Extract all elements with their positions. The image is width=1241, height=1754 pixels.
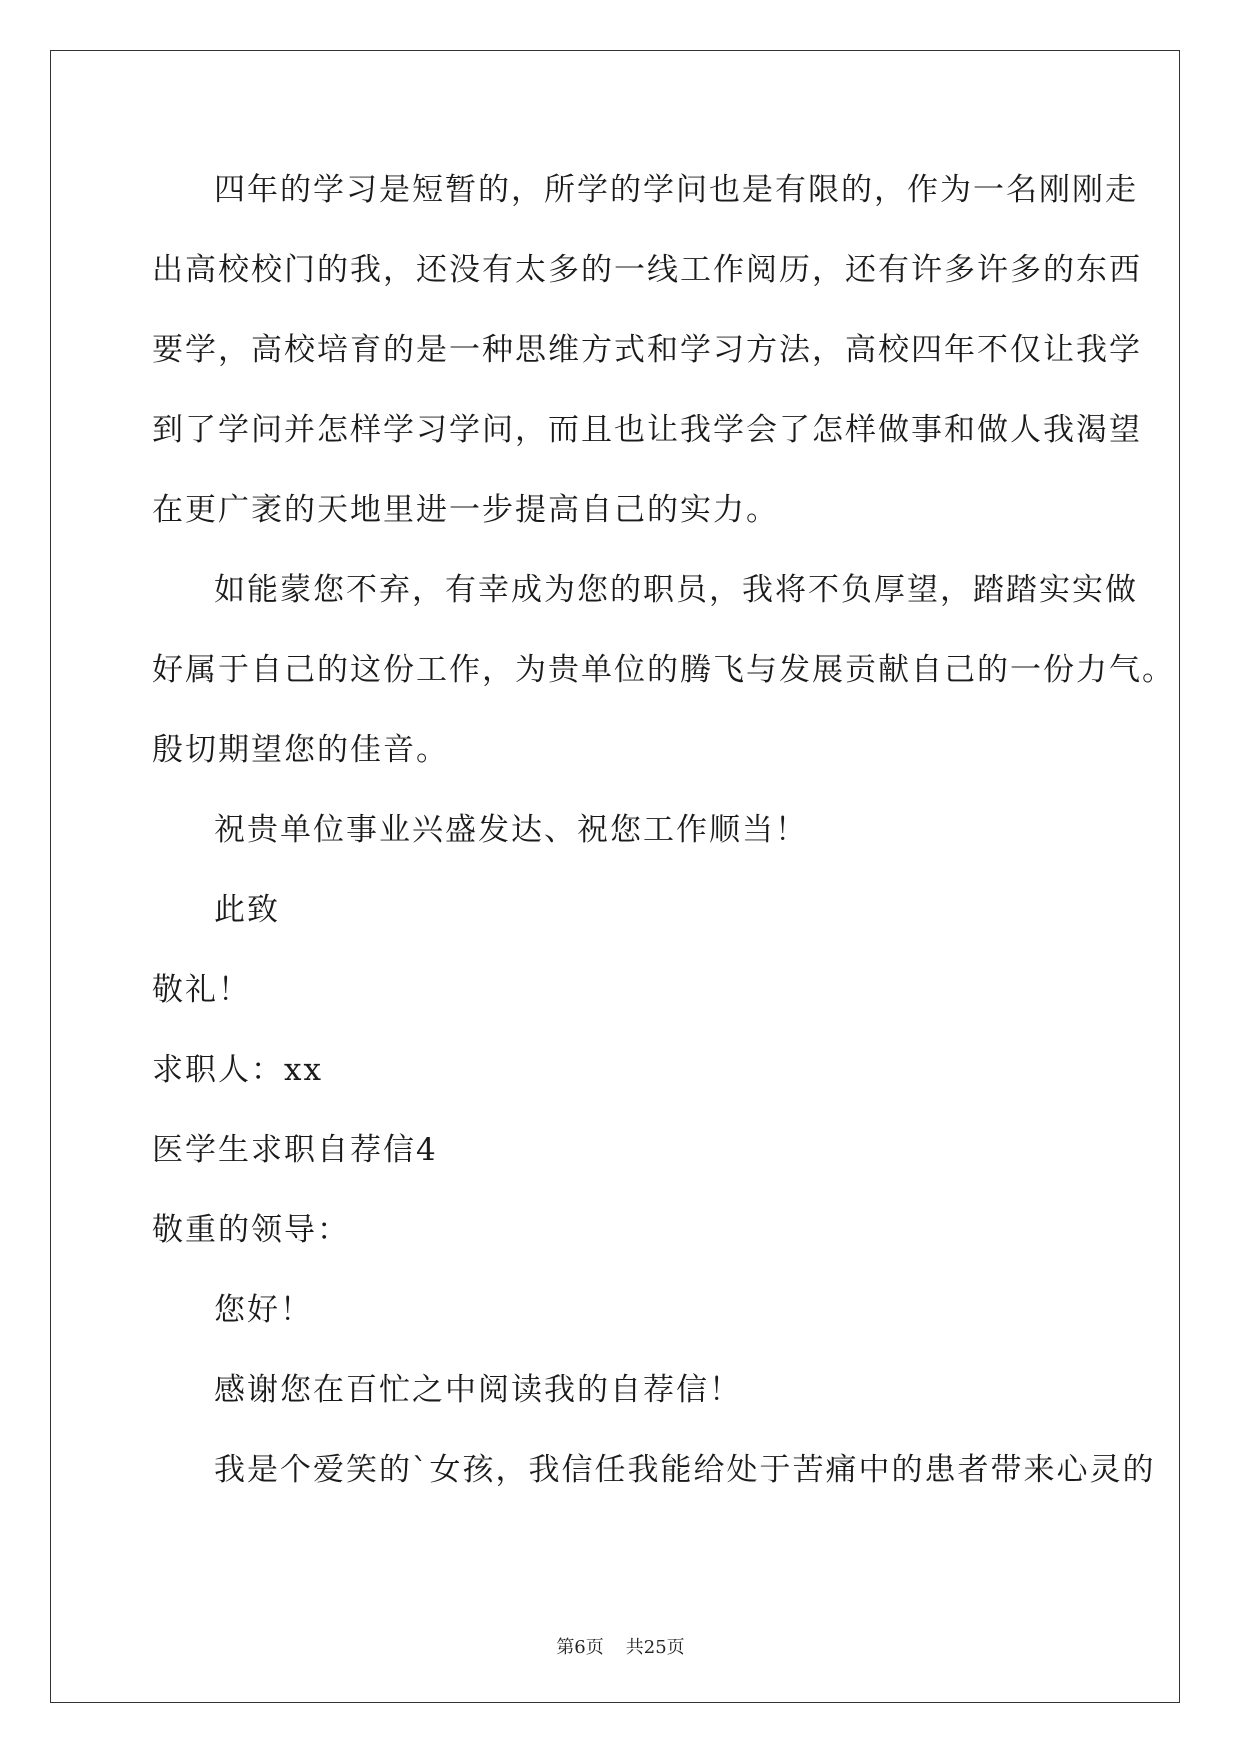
paragraph-line-5: 在更广袤的天地里进一步提高自己的实力。	[152, 492, 779, 528]
page-number: 第6页	[556, 1637, 604, 1658]
paragraph-line-1: 四年的学习是短暂的，所学的学问也是有限的，作为一名刚刚走	[214, 172, 1138, 208]
paragraph-line-6: 如能蒙您不弃，有幸成为您的职员，我将不负厚望，踏踏实实做	[214, 572, 1138, 608]
closing-wish: 祝贵单位事业兴盛发达、祝您工作顺当！	[214, 812, 808, 848]
salutation-cizhi: 此致	[214, 892, 280, 928]
page-footer	[0, 1633, 1241, 1659]
paragraph-line-4: 到了学问并怎样学习学问，而且也让我学会了怎样做事和做人我渴望	[152, 412, 1142, 448]
letter-greeting: 敬重的领导：	[152, 1212, 350, 1248]
paragraph-line-8: 殷切期望您的佳音。	[152, 732, 449, 768]
intro-line: 我是个爱笑的`女孩，我信任我能给处于苦痛中的患者带来心灵的	[214, 1452, 1156, 1488]
thanks-line: 感谢您在百忙之中阅读我的自荐信！	[214, 1372, 742, 1408]
greeting-hello: 您好！	[214, 1292, 313, 1328]
section-heading: 医学生求职自荐信4	[152, 1132, 438, 1168]
paragraph-line-2: 出高校校门的我，还没有太多的一线工作阅历，还有许多许多的东西	[152, 252, 1142, 288]
paragraph-line-7: 好属于自己的这份工作，为贵单位的腾飞与发展贡献自己的一份力气。	[152, 652, 1175, 688]
paragraph-line-3: 要学，高校培育的是一种思维方式和学习方法，高校四年不仅让我学	[152, 332, 1142, 368]
page-total: 共25页	[625, 1637, 685, 1658]
signature-applicant: 求职人：xx	[152, 1052, 323, 1088]
salutation-jingli: 敬礼！	[152, 972, 251, 1008]
letter-body	[152, 160, 1175, 1520]
